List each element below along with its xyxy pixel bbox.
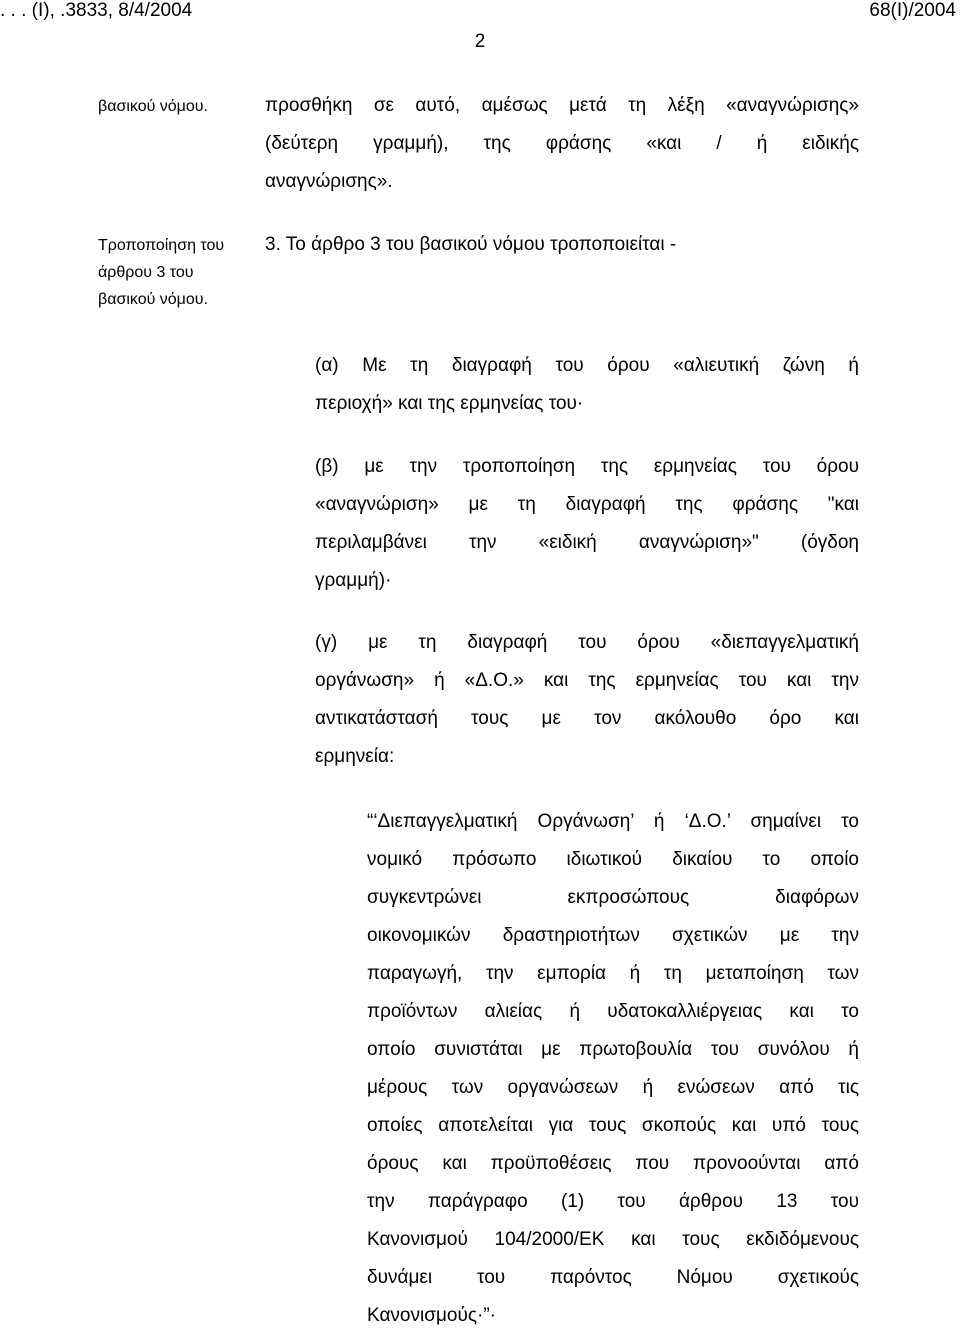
text-line: προϊόντων αλιείας ή υδατοκαλλιέργειας και το	[367, 1001, 859, 1022]
text-line: οποίες αποτελείται για τους σκοπούς και υπό τους	[367, 1115, 859, 1136]
text-line: νομικό πρόσωπο ιδιωτικού δικαίου το οποίο	[367, 849, 859, 870]
text-line: (β) με την τροποποίηση της ερμηνείας του όρου	[315, 456, 859, 477]
text-line: δυνάμει του παρόντος Νόμου σχετικούς	[367, 1267, 859, 1288]
item-c	[315, 624, 859, 776]
text-line: την παράγραφο (1) του άρθρου 13 του	[367, 1191, 859, 1212]
text-line: οικονομικών δραστηριοτήτων σχετικών με την	[367, 925, 859, 946]
margin-note-section-2	[98, 93, 258, 120]
text-line: (α) Με τη διαγραφή του όρου «αλιευτική ζώνη ή	[315, 355, 859, 376]
page-number: 2	[474, 31, 486, 52]
text-line: “‘Διεπαγγελματική Οργάνωση’ ή ‘Δ.Ο.’ σημαίνει το	[367, 811, 859, 832]
item-a	[315, 347, 859, 423]
text-line: οργάνωση» ή «Δ.Ο.» και της ερμηνείας του και την	[315, 670, 859, 691]
text-line: (γ) με τη διαγραφή του όρου «διεπαγγελματική	[315, 632, 859, 653]
text-line: παραγωγή, την εμπορία ή τη μεταποίηση των	[367, 963, 859, 984]
text-line: οποίο συνιστάται με πρωτοβουλία του συνόλου ή	[367, 1039, 859, 1060]
margin-note-line: βασικού νόμου.	[98, 98, 208, 115]
text-line: γραμμή)·	[315, 570, 392, 591]
item-b	[315, 448, 859, 600]
text-line: «αναγνώριση» με τη διαγραφή της φράσης "και	[315, 494, 859, 515]
margin-note-line: βασικού νόμου.	[98, 291, 208, 308]
text-line: συγκεντρώνει εκπροσώπους διαφόρων	[367, 887, 859, 908]
text-line: μέρους των οργανώσεων ή ενώσεων από τις	[367, 1077, 859, 1098]
text-line: Κανονισμούς·”·	[367, 1305, 496, 1326]
text-line: προσθήκη σε αυτό, αμέσως μετά τη λέξη «αναγνώρισης»	[265, 95, 859, 116]
text-line: αντικατάστασή τους με τον ακόλουθο όρο και	[315, 708, 859, 729]
running-header-right: 68(Ι)/2004	[869, 0, 956, 21]
text-line: ερμηνεία:	[315, 746, 395, 767]
text-line: Κανονισμού 104/2000/ΕΚ και τους εκδιδόμενους	[367, 1229, 859, 1250]
margin-note-line: άρθρου 3 του	[98, 264, 194, 281]
text-line: 3. Το άρθρο 3 του βασικού νόμου τροποποιείται -	[265, 234, 677, 255]
margin-note-line: Τροποποίηση του	[98, 237, 225, 254]
text-line: (δεύτερη γραμμή), της φράσης «και / ή ειδικής	[265, 133, 859, 154]
text-line: αναγνώρισης».	[265, 171, 393, 192]
section-3-intro	[265, 226, 859, 264]
running-header-left: . . . (Ι), .3833, 8/4/2004	[0, 0, 193, 21]
definition-quote	[367, 803, 859, 1335]
text-line: περιλαμβάνει την «ειδική αναγνώριση»" (όγδοη	[315, 532, 859, 553]
margin-note-section-3	[98, 232, 258, 313]
text-line: περιοχή» και της ερμηνείας του·	[315, 393, 584, 414]
section-2-text	[265, 87, 859, 201]
text-line: όρους και προϋποθέσεις που προνοούνται από	[367, 1153, 859, 1174]
